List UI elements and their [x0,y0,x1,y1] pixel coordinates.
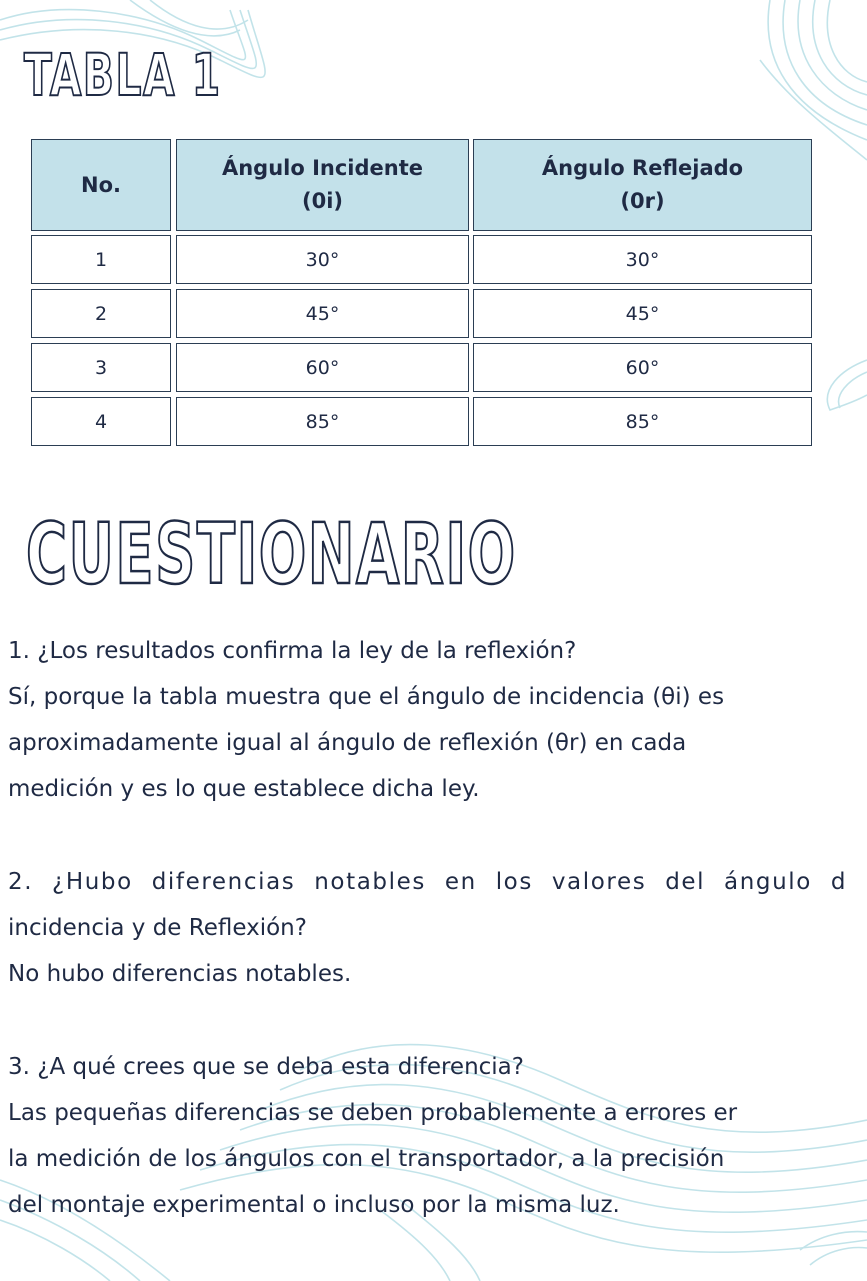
row-3-reflected: 60° [473,343,812,392]
answer-3-line-3: del montaje experimental o incluso por la misma luz. [8,1192,620,1218]
answer-3-line-2: la medición de los ángulos con el transportador, a la precisión [8,1146,725,1172]
header-reflected-symbol: (0r) [620,189,665,213]
answer-3-line-1: Las pequeñas diferencias se deben probablemente a errores er [8,1100,738,1126]
row-4-reflected: 85° [473,397,812,446]
answer-2: No hubo diferencias notables. [8,961,352,987]
row-1-no: 1 [31,235,171,284]
header-incident-symbol: (0i) [301,189,343,213]
answer-1-line-2: aproximadamente igual al ángulo de reflexión (θr) en cada [8,730,687,756]
header-reflected-angle [473,139,812,231]
row-4-no: 4 [31,397,171,446]
row-2-reflected: 45° [473,289,812,338]
row-3-no: 3 [31,343,171,392]
header-reflected-label: Ángulo Reflejado [541,156,744,181]
row-4-incident: 85° [176,397,469,446]
question-2-line-2: incidencia y de Reflexión? [8,915,307,941]
questionnaire-title: CUESTIONARIO [26,505,517,603]
question-3: 3. ¿A qué crees que se deba esta diferencia? [8,1054,524,1080]
row-2-no: 2 [31,289,171,338]
angles-table [31,139,812,447]
row-3-incident: 60° [176,343,469,392]
row-2-incident: 45° [176,289,469,338]
answer-1-line-3: medición y es lo que establece dicha ley. [8,776,480,802]
row-1-reflected: 30° [473,235,812,284]
answer-1-line-1: Sí, porque la tabla muestra que el ángulo de incidencia (θi) es [8,684,725,710]
question-2-line-1: 2. ¿Hubo diferencias notables en los valores del ángulo d [8,869,848,895]
table-title: TABLA 1 [24,41,222,109]
question-1: 1. ¿Los resultados confirma la ley de la reflexión? [8,638,577,664]
header-no: No. [31,139,171,231]
header-incident-angle [176,139,469,231]
header-incident-label: Ángulo Incidente [221,156,424,181]
row-1-incident: 30° [176,235,469,284]
